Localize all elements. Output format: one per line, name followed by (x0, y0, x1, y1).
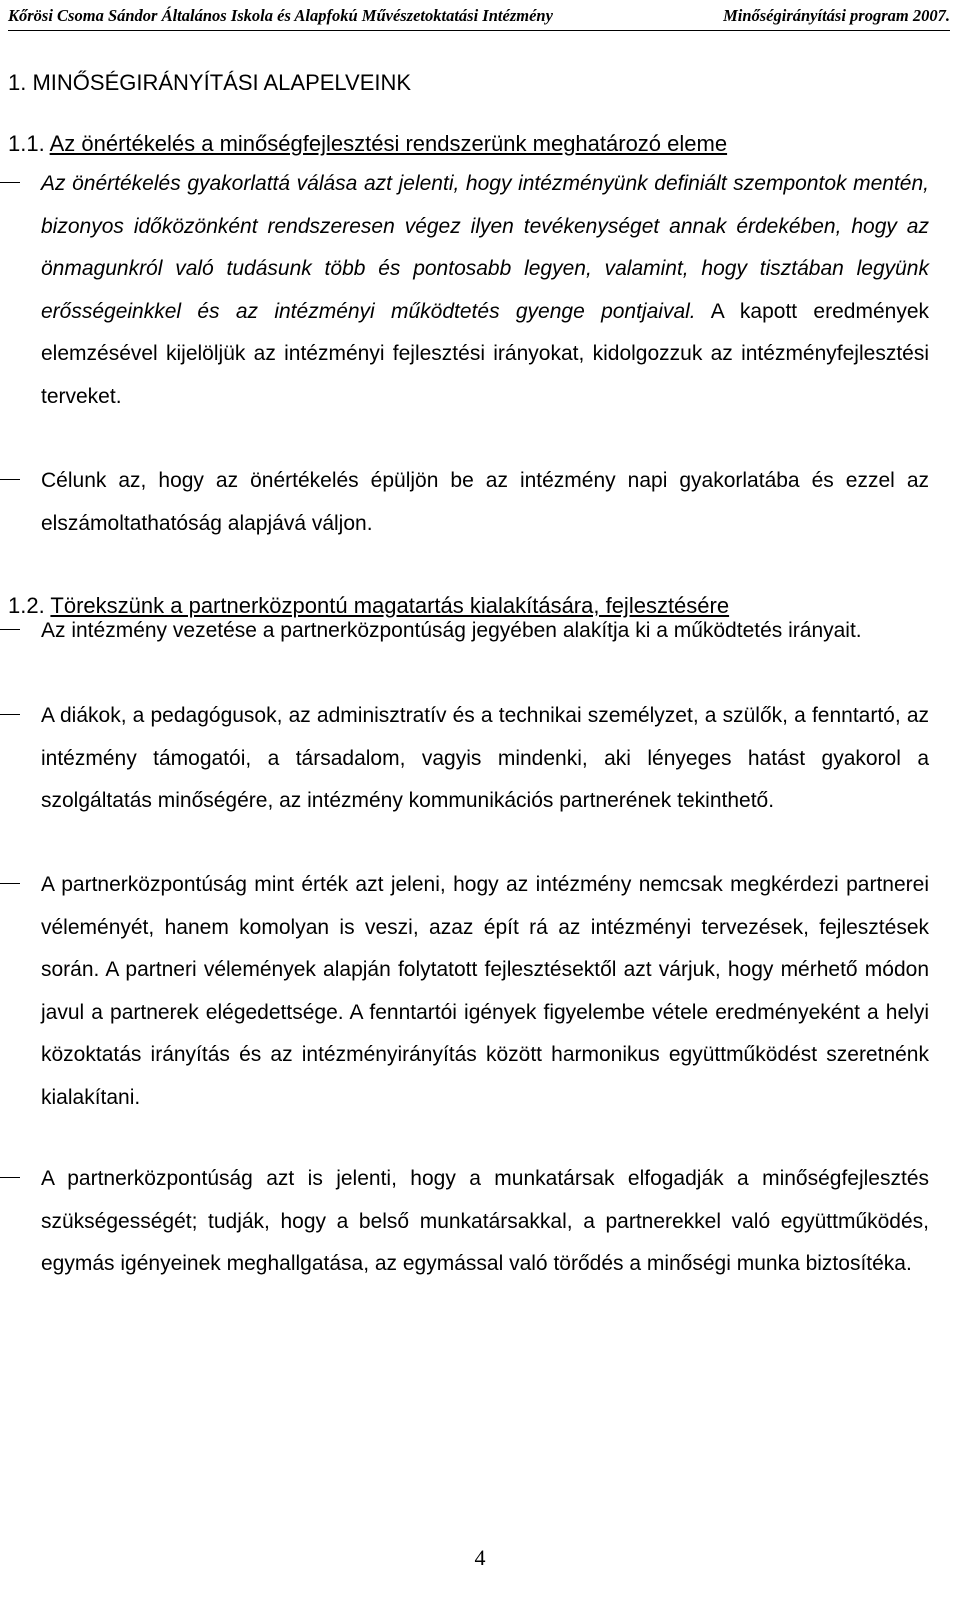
dash-bullet (0, 714, 20, 715)
section-number: 1.1. (8, 131, 45, 156)
dash-bullet (0, 883, 20, 884)
dash-bullet (0, 182, 20, 183)
section-heading (8, 131, 727, 157)
italic-text: Az önértékelés gyakorlattá válása azt jelenti, hogy intézményünk definiált szempontok mentén, bizonyos időközönként rendszeresen végez ilyen tevékenységet annak érdekében, hogy az önmagunkról való tudásunk több és pontosabb legyen, valamint, hogy tisztában legyünk erősségeinkkel és az intézményi működtetés gyenge pontjaival. (41, 172, 929, 323)
header-institution: Kőrösi Csoma Sándor Általános Iskola és Alapfokú Művészetoktatási Intézmény (8, 6, 553, 25)
header-program: Minőségirányítási program 2007. (723, 6, 950, 25)
normal-text: A kapott eredmények elemzésével kijelöljük az intézményi fejlesztési irányokat, kidolgozzuk az intézményfejlesztési terveket. (41, 299, 929, 408)
page-number: 4 (474, 1545, 486, 1570)
dash-bullet (0, 629, 20, 630)
list-item-text (41, 460, 929, 545)
section-title: Az önértékelés a minőségfejlesztési rendszerünk meghatározó eleme (49, 131, 728, 156)
dash-bullet (0, 1177, 20, 1178)
list-item-text (41, 610, 929, 653)
normal-text: Célunk az, hogy az önértékelés épüljön be az intézmény napi gyakorlatába és ezzel az elszámoltathatóság alapjává váljon. (41, 469, 929, 535)
page-header (8, 4, 950, 31)
section-title: Törekszünk a partnerközpontú magatartás kialakítására, fejlesztésére (50, 593, 730, 618)
normal-text: A partnerközpontúság mint érték azt jeleni, hogy az intézmény nemcsak megkérdezi partnerei véleményét, hanem komolyan is veszi, azaz épít rá az intézményi tervezések, fejlesztések során. A partneri vélemények alapján folytatott fejlesztésektől azt várjuk, hogy mérhető módon javul a partnerek elégedettsége. A fenntartói igények figyelembe vétele eredményeként a helyi közoktatás irányítás és az intézményirányítás között harmonikus együttműködést szeretnénk kialakítani. (41, 873, 929, 1109)
dash-bullet (0, 479, 20, 480)
section-number: 1.2. (8, 593, 45, 618)
list-item-text (41, 1158, 929, 1286)
normal-text: Az intézmény vezetése a partnerközpontúság jegyében alakítja ki a működtetés irányait. (41, 619, 862, 642)
list-item-text (41, 163, 929, 418)
normal-text: A partnerközpontúság azt is jelenti, hogy a munkatársak elfogadják a minőségfejlesztés szükségességét; tudják, hogy a belső munkatársakkal, a partnerekkel való együttműködés, egymás igényeinek meghallgatása, az egymással való törődés a minőségi munka biztosítéka. (41, 1167, 929, 1275)
list-item-text (41, 864, 929, 1119)
list-item-text (41, 695, 929, 823)
normal-text: A diákok, a pedagógusok, az adminisztratív és a technikai személyzet, a szülők, a fenntartó, az intézmény támogatói, a társadalom, vagyis mindenki, aki lényeges hatást gyakorol a szolgáltatás minőségére, az intézmény kommunikációs partnerének tekinthető. (41, 704, 929, 812)
main-heading: 1. MINŐSÉGIRÁNYÍTÁSI ALAPELVEINK (8, 70, 412, 95)
